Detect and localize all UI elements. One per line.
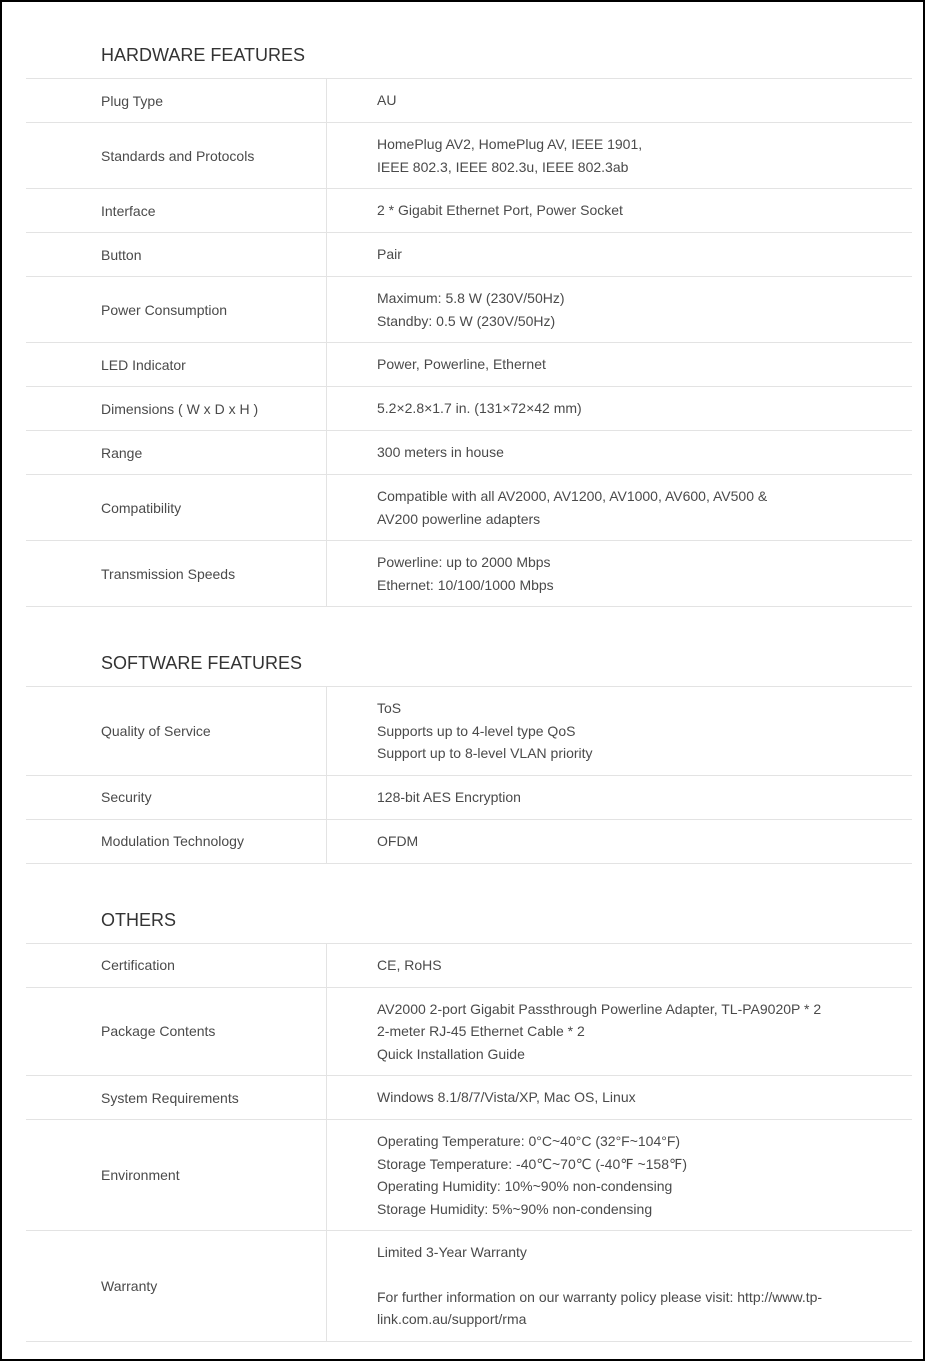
spec-label: Environment [26,1120,327,1230]
spec-value [327,387,912,430]
spec-label: Button [26,233,327,276]
spec-row [26,123,912,189]
spec-label: Standards and Protocols [26,123,327,188]
section-others [26,864,912,1342]
spec-value [327,541,912,606]
value-line: Storage Temperature: -40℃~70℃ (-40℉ ~158℉) [377,1155,687,1172]
value-line: HomePlug AV2, HomePlug AV, IEEE 1901, [377,136,643,152]
spec-row [26,431,912,475]
value-line: CE, RoHS [377,956,442,973]
spec-value [327,820,912,863]
spec-label: Package Contents [26,988,327,1076]
spec-value [327,944,912,987]
spec-row [26,387,912,431]
value-line: IEEE 802.3, IEEE 802.3u, IEEE 802.3ab [377,158,629,175]
value-line: Ethernet: 10/100/1000 Mbps [377,576,554,593]
value-line: AU [377,92,397,109]
warranty-link-text: For further information on our warranty policy please visit: http://www.tp- [377,1288,823,1305]
value-line: Maximum: 5.8 W (230V/50Hz) [377,290,565,306]
spec-label: Plug Type [26,79,327,122]
section-software-features [26,607,912,864]
spec-row [26,988,912,1077]
value-line: 2 * Gigabit Ethernet Port, Power Socket [377,202,623,219]
spec-row [26,79,912,123]
spec-label: Quality of Service [26,687,327,775]
section-title: HARDWARE FEATURES [26,2,912,79]
spec-value [327,189,912,232]
value-line: Operating Humidity: 10%~90% non-condensing [377,1178,673,1194]
value-line: Supports up to 4-level type QoS [377,722,576,739]
spec-value [327,343,912,386]
spec-value [327,988,912,1076]
value-line: Standby: 0.5 W (230V/50Hz) [377,312,556,329]
blank-line [377,1264,862,1286]
spec-row [26,475,912,541]
warranty-link-text: link.com.au/support/rma [377,1311,527,1327]
value-line: Pair [377,246,402,263]
spec-label: Range [26,431,327,474]
spec-row [26,277,912,343]
spec-value [327,475,912,540]
value-line: ToS [377,700,402,716]
value-line: Limited 3-Year Warranty [377,1244,527,1260]
value-line: Operating Temperature: 0°C~40°C (32°F~104°F) [377,1133,681,1149]
spec-row [26,776,912,820]
value-line: AV200 powerline adapters [377,510,541,527]
spec-label: System Requirements [26,1076,327,1119]
spec-row [26,944,912,988]
spec-row [26,1231,912,1342]
value-line: Powerline: up to 2000 Mbps [377,554,551,570]
value-line: Compatible with all AV2000, AV1200, AV1000, AV600, AV500 & [377,488,768,504]
spec-label: Security [26,776,327,819]
spec-value [327,776,912,819]
value-line: 300 meters in house [377,444,504,461]
spec-value [327,1231,912,1341]
spec-label: Compatibility [26,475,327,540]
spec-label: Power Consumption [26,277,327,342]
value-line: Power, Powerline, Ethernet [377,356,546,373]
spec-label: Warranty [26,1231,327,1341]
spec-label: Interface [26,189,327,232]
section-hardware-features [26,2,912,607]
spec-sheet [26,2,912,1342]
spec-label: Transmission Speeds [26,541,327,606]
spec-row [26,541,912,607]
spec-value [327,79,912,122]
value-line: AV2000 2-port Gigabit Passthrough Powerline Adapter, TL-PA9020P * 2 [377,1000,822,1017]
value-line: 5.2×2.8×1.7 in. (131×72×42 mm) [377,400,582,417]
spec-value [327,1076,912,1119]
spec-row [26,820,912,864]
spec-label: Modulation Technology [26,820,327,863]
value-line: Windows 8.1/8/7/Vista/XP, Mac OS, Linux [377,1089,636,1106]
spec-row [26,343,912,387]
spec-row [26,189,912,233]
value-line: Quick Installation Guide [377,1045,525,1062]
value-line: Storage Humidity: 5%~90% non-condensing [377,1200,653,1217]
spec-value [327,233,912,276]
spec-row [26,1076,912,1120]
spec-row [26,1120,912,1231]
spec-value [327,431,912,474]
spec-row [26,233,912,277]
spec-row [26,687,912,776]
spec-value [327,1120,912,1230]
spec-value [327,123,912,188]
section-title: SOFTWARE FEATURES [26,607,912,687]
spec-value [327,277,912,342]
value-line: 128-bit AES Encryption [377,788,521,805]
spec-label: Certification [26,944,327,987]
spec-label: Dimensions ( W x D x H ) [26,387,327,430]
value-line: 2-meter RJ-45 Ethernet Cable * 2 [377,1023,585,1039]
spec-label: LED Indicator [26,343,327,386]
value-line: Support up to 8-level VLAN priority [377,745,593,761]
spec-value [327,687,912,775]
section-title: OTHERS [26,864,912,944]
value-line: OFDM [377,832,419,849]
